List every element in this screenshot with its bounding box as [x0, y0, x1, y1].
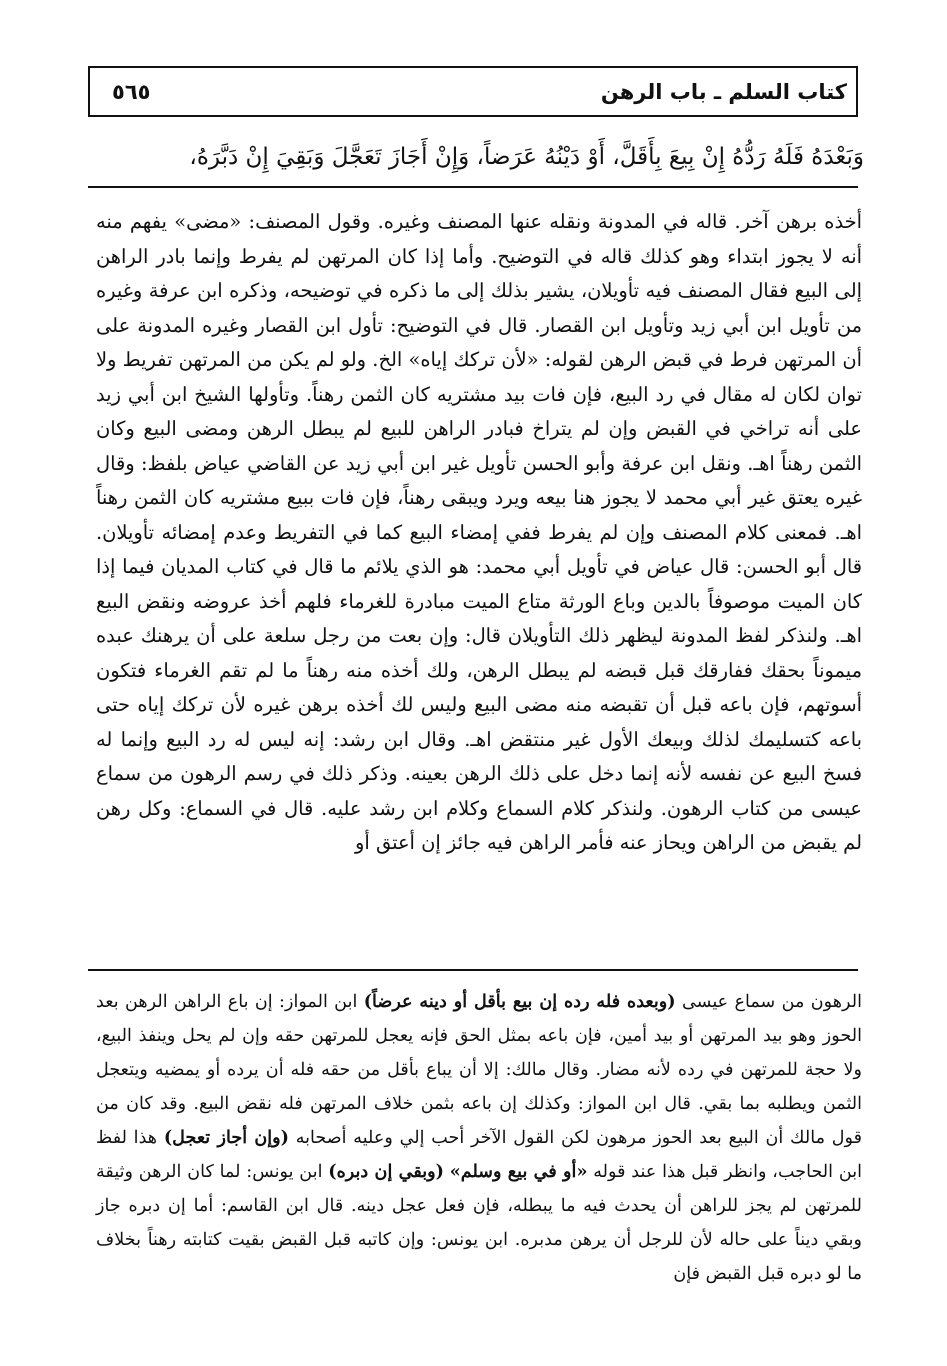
page-number: ٥٦٥ — [112, 80, 151, 104]
footnote-divider — [88, 969, 858, 971]
footnote-paragraph — [96, 985, 862, 1291]
footnote-text — [96, 985, 862, 1291]
commentary-text — [96, 205, 862, 861]
footnote-matn-quote: (وبعده فله رده إن بيع بأقل أو دينه عرضاً) — [363, 991, 676, 1012]
footnote-body: هذا لفظ ابن الحاجب، وانظر قبل هذا عند قوله — [96, 1128, 863, 1182]
matn-divider — [88, 186, 858, 188]
footnote-matn-quote: «أو في بيع وسلم» — [449, 1161, 588, 1182]
footnote-body: ابن يونس: لما كان الرهن وثيقة للمرتهن لم يجز للراهن أن يحدث فيه ما يبطله، فإن فعل عجل دينه. قال ابن القاسم: أما إن دبره جاز وبقي ديناً على حاله لأن للرجل أن يرهن مدبره. ابن يونس: وإن كاتبه قبل القبض بقيت كتابته رهناً بخلاف ما لو دبره قبل القبض فإن — [96, 1162, 862, 1284]
footnote-matn-quote: (وبقي إن دبره) — [328, 1161, 444, 1182]
commentary-paragraph: أخذه برهن آخر. قاله في المدونة ونقله عنها المصنف وغيره. وقول المصنف: «مضى» يفهم منه أنه لا يجوز ابتداء وهو كذلك قاله في التوضيح. وأما إذا كان المرتهن لم يفرط وإنما بادر الراهن إلى البيع فقال المصنف فيه تأويلان، يشير بذلك إلى ما ذكره في توضيحه، وذكره ابن عرفة وغيره من تأويل ابن أبي زيد وتأويل ابن القصار. قال في التوضيح: تأول ابن القصار وغيره المدونة على أن المرتهن فرط في قبض الرهن لقوله: «لأن تركك إياه» الخ. ولو لم يكن من المرتهن تفريط ولا توان لكان له مقال في رد البيع، فإن فات بيد مشتريه كان الثمن رهناً. وتأولها الشيخ ابن أبي زيد على أنه تراخي في القبض وإن لم يتراخ فبادر الراهن للبيع لم يبطل الرهن ومضى البيع وكان الثمن رهناً اهـ. ونقل ابن عرفة وأبو الحسن تأويل غير ابن أبي زيد عن القاضي عياض بلفظ: وقال غيره يعتق غير أبي محمد لا يجوز هنا بيعه ويرد ويبقى رهناً، فإن فات ببيع مشتريه كان الثمن رهناً اهـ. فمعنى كلام المصنف وإن لم يفرط ففي إمضاء البيع كما في التفريط وعدم إمضائه تأويلان. قال أبو الحسن: قال عياض في تأويل أبي محمد: هو الذي يلائم ما قال في كتاب المديان فيما إذا كان الميت موصوفاً بالدين وباع الورثة متاع الميت مبادرة للغرماء فلهم أخذ عروضه ونقض البيع اهـ. ولنذكر لفظ المدونة ليظهر ذلك التأويلان قال: وإن بعت من رجل سلعة على أن يرهنك عبده ميموناً بحقك ففارقك قبل قبضه لم يبطل الرهن، ولك أخذه منه رهناً ما لم تقم الغرماء فتكون أسوتهم، فإن باعه قبل أن تقبضه منه مضى البيع وليس لك أخذه برهن غيره لأن تركك إياه حتى باعه كتسليمك لذلك وبيعك الأول غير منتقض اهـ. وقال ابن رشد: إنه ليس له رد البيع وإنما له فسخ البيع عن نفسه لأنه إنما دخل على ذلك الرهن بعينه. وذكر ذلك في رسم الرهون من سماع عيسى من كتاب الرهون. ولنذكر كلام السماع وكلام ابن رشد عليه. قال في السماع: وكل رهن لم يقبض من الراهن ويحاز عنه فأمر الراهن فيه جائز إن أعتق أو — [96, 210, 862, 854]
matn-text: وَبَعْدَهُ فَلَهُ رَدُّهُ إِنْ بِيعَ بِأَقَلَّ، أَوْ دَيْنُهُ عَرَضاً، وَإِنْ أَجَازَ تَعَجَّلَ وَبَقِيَ إِنْ دَبَّرَهُ، — [189, 144, 864, 170]
footnote-lead: الرهون من سماع عيسى — [675, 992, 862, 1012]
footnote-body: ابن المواز: إن باع الراهن الرهن بعد الحوز وهو بيد المرتهن أو بيد أمين، فإن باعه بمثل الحق فإنه يعجل للمرتهن حقه وإن لم يحل وينفذ البيع، ولا حجة للمرتهن في رده لأنه مضار. وقال مالك: إلا أن يباع بأقل من حقه فله أن يرده أو يمضيه ويتعجل الثمن ويطلبه بما بقي. قال ابن المواز: وكذلك إن باعه بثمن خلاف المرتهن فله نقض البيع. وقد كان من قول مالك أن البيع بعد الحوز مرهون لكن القول الآخر أحب إلي وعليه أصحابه — [96, 992, 862, 1148]
footnote-matn-quote: (وإن أجاز تعجل) — [163, 1127, 289, 1148]
running-header-title: كتاب السلم ـ باب الرهن — [600, 80, 847, 104]
